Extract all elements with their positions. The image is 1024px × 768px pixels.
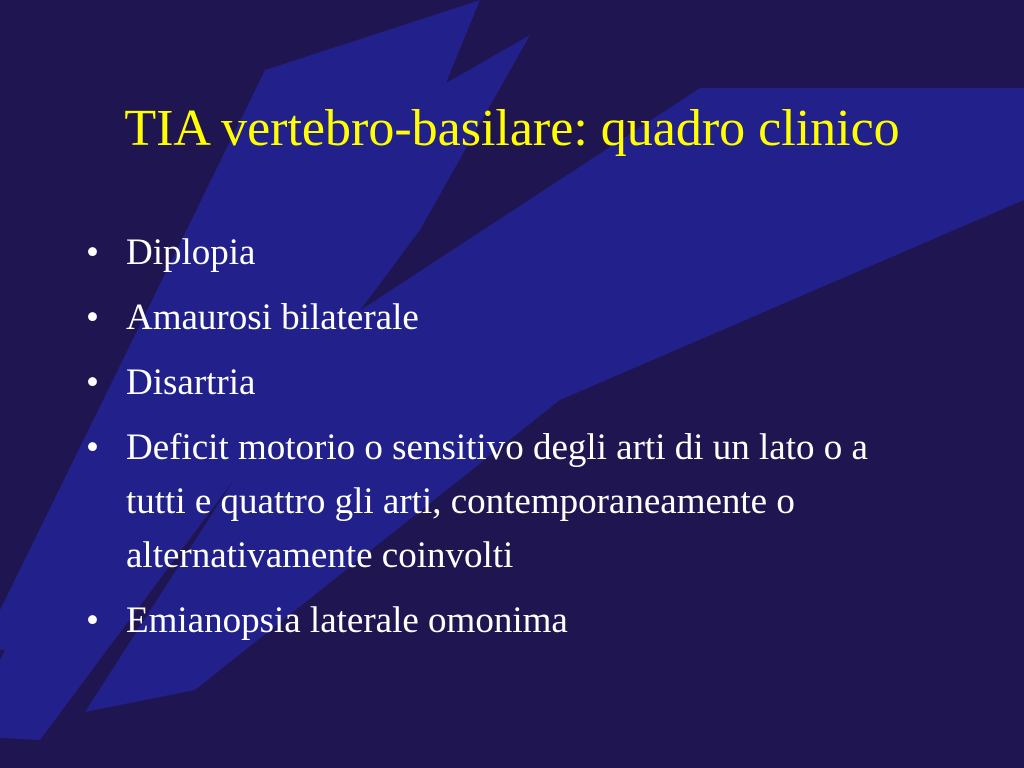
list-item-text: Deficit motorio o sensitivo degli arti di un lato o a tutti e quattro gli arti, contemporaneamente o alternativamente coinvolti <box>126 427 868 576</box>
bullet-icon: • <box>86 600 99 641</box>
bullet-icon: • <box>86 297 99 338</box>
list-item-text: Emianopsia laterale omonima <box>126 600 568 641</box>
list-item <box>0 356 1024 410</box>
bullet-icon: • <box>86 362 99 403</box>
list-item <box>0 421 1024 583</box>
list-item <box>0 291 1024 345</box>
list-item <box>0 594 1024 648</box>
list-item-text: Disartria <box>126 362 256 403</box>
list-item-text: Diplopia <box>126 232 256 273</box>
list-item <box>0 226 1024 280</box>
list-item-text: Amaurosi bilaterale <box>126 297 419 338</box>
bullet-icon: • <box>86 427 99 468</box>
bullet-list <box>0 226 1024 659</box>
bullet-icon: • <box>86 232 99 273</box>
slide-title: TIA vertebro-basilare: quadro clinico <box>124 100 900 157</box>
